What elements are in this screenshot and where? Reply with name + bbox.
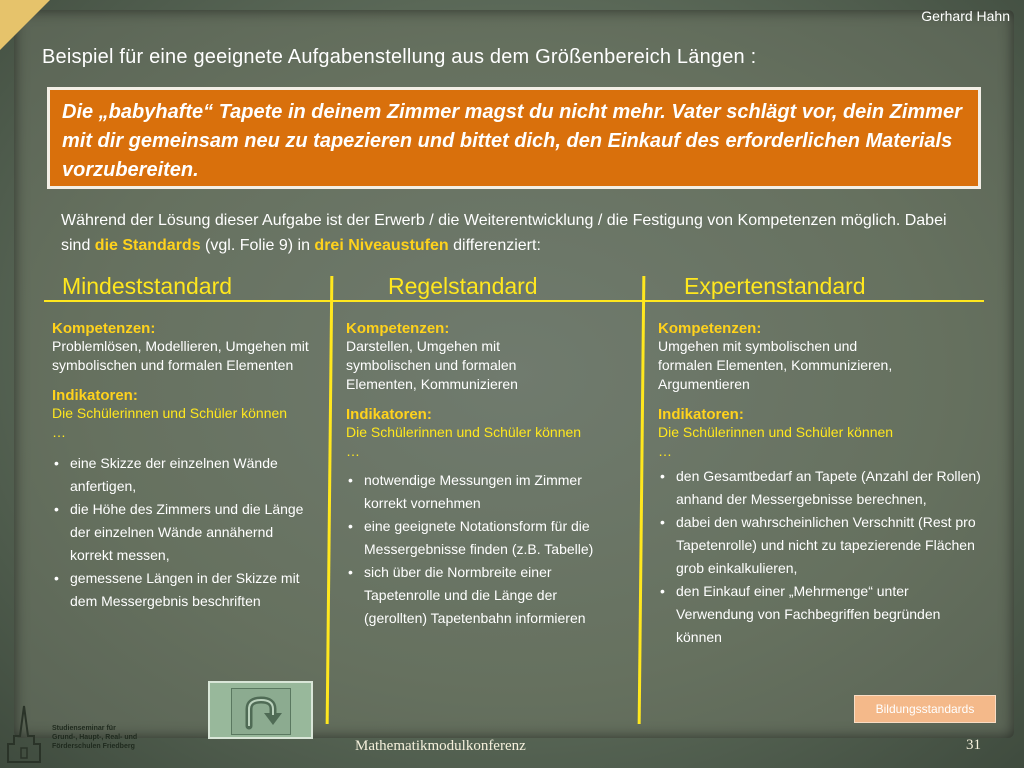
slide-heading: Beispiel für eine geeignete Aufgabenstellung aus dem Größenbereich Längen : bbox=[42, 46, 757, 68]
task-box bbox=[47, 87, 981, 189]
column-expertenstandard bbox=[658, 320, 988, 649]
indikatoren-label: Indikatoren: bbox=[52, 387, 138, 404]
kompetenzen-text: Problemlösen, Modellieren, Umgehen mit symbolischen und formalen Elementen bbox=[52, 338, 309, 373]
kompetenzen-text: Umgehen mit symbolischen und formalen Elementen, Kommunizieren, Argumentieren bbox=[658, 338, 893, 392]
kompetenzen-label: Kompetenzen: bbox=[52, 320, 156, 337]
author-name: Gerhard Hahn bbox=[921, 8, 1010, 24]
indikatoren-text: Die Schülerinnen und Schüler können … bbox=[346, 424, 582, 459]
list-item: • dabei den wahrscheinlichen Verschnitt (Rest pro Tapetenrolle) und nicht zu tapezierende Flächen grob einkalkulieren, bbox=[658, 511, 983, 580]
intro-part-3: differenziert: bbox=[448, 237, 541, 254]
corner-decoration bbox=[0, 0, 50, 50]
return-button-face bbox=[231, 688, 291, 735]
u-turn-arrow-icon bbox=[232, 689, 290, 734]
header-underline bbox=[44, 300, 984, 302]
column-regelstandard bbox=[346, 320, 626, 630]
footer-title: Mathematikmodulkonferenz bbox=[355, 738, 526, 754]
indikatoren-label: Indikatoren: bbox=[346, 406, 432, 423]
logo-text: Studienseminar für Grund-, Haupt-, Real- und Förderschulen Friedberg bbox=[52, 725, 138, 750]
list-item: • eine Skizze der einzelnen Wände anfertigen, bbox=[52, 452, 314, 498]
level-title-regelstandard: Regelstandard bbox=[388, 273, 538, 299]
indikatoren-text: Die Schülerinnen und Schüler können … bbox=[658, 424, 894, 459]
list-item: • den Gesamtbedarf an Tapete (Anzahl der Rollen) anhand der Messergebnisse berechnen, bbox=[658, 465, 983, 511]
bildungsstandards-button[interactable]: Bildungsstandards bbox=[854, 695, 996, 723]
indicator-list bbox=[658, 465, 983, 649]
list-item: • die Höhe des Zimmers und die Länge der einzelnen Wände annähernd korrekt messen, bbox=[52, 498, 314, 567]
page-number: 31 bbox=[966, 737, 981, 753]
intro-part-1: Während der Lösung dieser Aufgabe ist der Erwerb / die Weiterentwicklung / die Festigung von Kompetenzen möglich. Dabei sind bbox=[61, 212, 947, 254]
level-title-mindeststandard: Mindeststandard bbox=[62, 273, 233, 299]
highlight-niveaustufen: drei Niveaustufen bbox=[314, 237, 449, 254]
indicator-list bbox=[52, 452, 314, 613]
level-title-expertenstandard: Expertenstandard bbox=[684, 273, 866, 299]
highlight-standards: die Standards bbox=[94, 237, 201, 254]
indikatoren-label: Indikatoren: bbox=[658, 406, 744, 423]
list-item: • notwendige Messungen im Zimmer korrekt vornehmen bbox=[346, 469, 608, 515]
task-text: Die „babyhafte“ Tapete in deinem Zimmer magst du nicht mehr. Vater schlägt vor, dein Zimmer mit dir gemeinsam neu zu tapezieren und bittet dich, den Einkauf des erforderlichen Materials vorzubereiten. bbox=[62, 101, 962, 181]
intro-text bbox=[61, 208, 976, 258]
kompetenzen-label: Kompetenzen: bbox=[346, 320, 450, 337]
intro-part-2: (vgl. Folie 9) in bbox=[200, 237, 315, 254]
indikatoren-text: Die Schülerinnen und Schüler können … bbox=[52, 405, 288, 440]
kompetenzen-text: Darstellen, Umgehen mit symbolischen und formalen Elementen, Kommunizieren bbox=[346, 338, 518, 392]
list-item: • eine geeignete Notationsform für die Messergebnisse finden (z.B. Tabelle) bbox=[346, 515, 608, 561]
column-mindeststandard bbox=[52, 320, 324, 613]
list-item: • sich über die Normbreite einer Tapetenrolle und die Länge der (gerollten) Tapetenbahn informieren bbox=[346, 561, 608, 630]
kompetenzen-label: Kompetenzen: bbox=[658, 320, 762, 337]
indicator-list bbox=[346, 469, 608, 630]
list-item: • den Einkauf einer „Mehrmenge“ unter Verwendung von Fachbegriffen begründen können bbox=[658, 580, 983, 649]
list-item: • gemessene Längen in der Skizze mit dem Messergebnis beschriften bbox=[52, 567, 314, 613]
return-button[interactable] bbox=[208, 681, 313, 739]
